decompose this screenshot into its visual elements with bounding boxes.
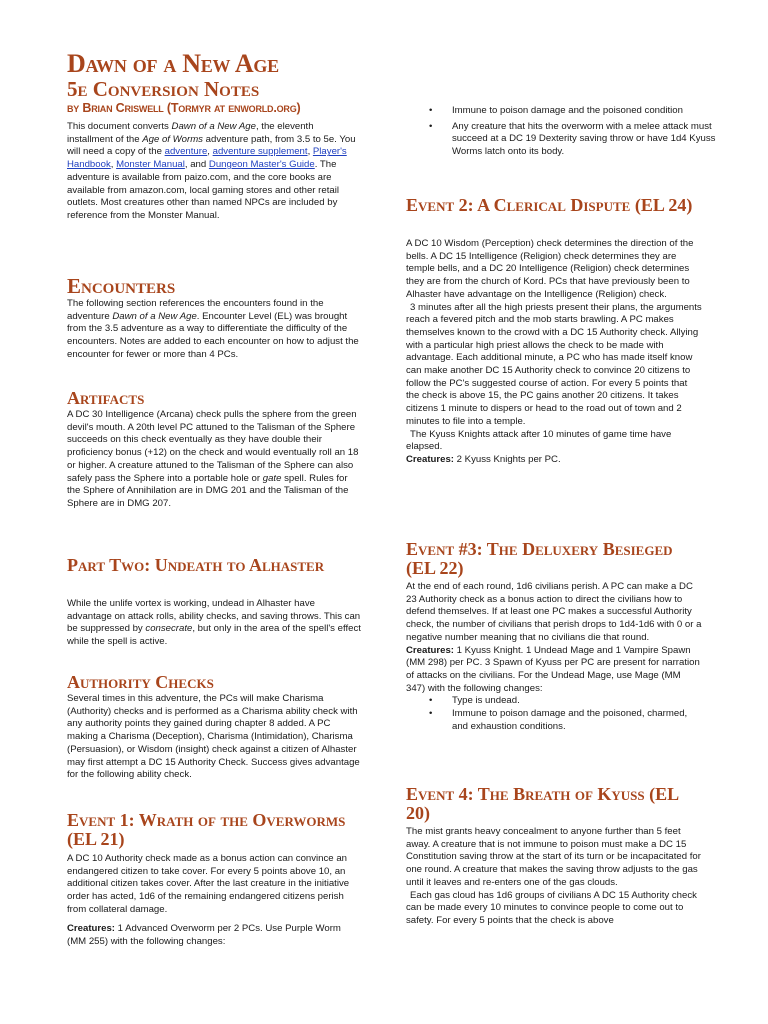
link-dungeon-masters-guide[interactable]: Dungeon Master's Guide [208,159,315,171]
document-author: by Brian Criswell (Tormyr at enworld.org) [67,101,301,115]
heading-authority-checks: Authority Checks [67,672,214,692]
artifacts-paragraph: A DC 30 Intelligence (Arcana) check pulls the sphere from the green devil's mouth. A 20th level PC attuned to the Talisman of the Sphere succeeds on this check eventually as they have double their proficiency bonus (+12) on the check and would eventually roll an 18 or higher. A creature attuned to the Talisman of the Sphere can also safely pass the Sphere into a portable hole or gate spell. Rules for the Sphere of Annihilation are in DMG 201 and the Talisman of the Sphere are in DMG 207. [67,409,359,509]
link-adventure[interactable]: adventure [164,146,208,158]
encounters-paragraph: The following section references the encounters found in the adventure Dawn of a New Age. Encounter Level (EL) was brought from the 3.5 adventure as a way to differentiate the difficulty of the encounters. Notes are added to each encounter on how to adjust the encounter for fewer or more than 4 PCs. [67,298,359,360]
part-two-paragraph: While the unlife vortex is working, undead in Alhaster have advantage on attack rolls, ability checks, and saving throws. This can be suppressed by consecrate, but only in the area of the spell's effect while the spell is active. [67,598,361,648]
event-4-body [406,826,702,928]
heading-artifacts: Artifacts [67,388,145,408]
authority-paragraph: Several times in this adventure, the PCs will make Charisma (Authority) checks and is performed as a Charisma ability check with any authority points they gained during chapter 8 added. A PC making a Charisma (Deception), Charisma (Intimidation), Charisma (Persuasion), or Wisdom (insight) check against a citizen of Alhaster may first attempt a DC 15 Authority Check. Success gives advantage for the following ability check. [67,693,360,781]
event-3-paragraph-1: At the end of each round, 1d6 civilians perish. A PC can make a DC 23 Authority check as a bonus action to direct the civilians how to defend themselves. If at least one PC makes a successful Authority check, the number of civilians that perish drops to 1d4-1d6 with 0 or a negative number meaning that no civilians die that round. [406,581,702,643]
event-1-paragraph: A DC 10 Authority check made as a bonus action can convince an endangered citizen to take cover. For every 5 points above 10, an additional citizen takes cover. After the last creature in the initiative order has acted, 1d6 of the remaining endangered citizens perish from collateral damage. [67,853,350,915]
event-4-paragraph-2: Each gas cloud has 1d6 groups of civilians A DC 15 Authority check can be made every 10 minutes to convince people to come out to safety. For every 5 points that the check is above [406,889,697,926]
heading-event-3: Event #3: The Deluxery Besieged (EL 22) [406,539,673,578]
link-players-handbook[interactable]: Player's Handbook [67,146,347,171]
list-item: • Immune to poison damage and the poisoned, charmed, and exhaustion conditions. [452,708,702,733]
document-subtitle: 5e Conversion Notes [67,77,260,101]
link-adventure-supplement[interactable]: adventure supplement [212,146,308,158]
list-item: • Immune to poison damage and the poisoned condition [452,105,748,118]
link-monster-manual[interactable]: Monster Manual [116,159,185,171]
heading-event-1: Event 1: Wrath of the Overworms (EL 21) [67,810,346,849]
document-title: Dawn of a New Age [67,49,279,78]
heading-event-2: Event 2: A Clerical Dispute (EL 24) [406,195,693,215]
event-4-paragraph-1: The mist grants heavy concealment to anyone further than 5 feet away. A creature that is not immune to poison must make a DC 15 Constitution saving throw at the start of its turn or be incapacitated for one round. A creature that makes the saving throw adjusts to the gas until it leaves and re-enters one of the gas clouds. [406,826,701,888]
event-3-body [406,581,702,733]
event-2-paragraph-1: A DC 10 Wisdom (Perception) check determines the direction of the bells. A DC 15 Intelligence (Religion) check determines they are temple bells, and a DC 20 Intelligence (Religion) check determines they are from the church of Kord. PCs that have previously been to Alhaster have advantage on the Intelligence (Religion) check. [406,238,694,300]
event-2-creatures: Creatures: 2 Kyuss Knights per PC. [406,453,561,465]
event-2-paragraph-2: 3 minutes after all the high priests present their plans, the arguments reach a fevered pitch and the mob starts brawling. A PC makes themselves known to the crowd with a DC 15 Authority check. Allying with a particular high priest allows the check to be made with advantage. Each additional minute, a PC who has made itself know can make another DC 15 Authority check to convince 20 citizens to follow the PC's suggested course of action. For every 5 points that the check is above 15, the PC gains another 20 citizens. It takes citizens 1 minute to dispers or head to the road out of town and 2 minutes to file into a temple. [406,301,702,427]
event-2-body [406,238,702,467]
list-item: • Any creature that hits the overworm with a melee attack must succeed at a DC 19 Dexterity saving throw or have 1d4 Kyuss Worms latch onto its body. [452,121,748,159]
heading-encounters: Encounters [67,274,176,298]
event-3-bullet-list [406,695,702,733]
list-item: • Type is undead. [452,695,702,708]
event-2-paragraph-3: The Kyuss Knights attack after 10 minutes of game time have elapsed. [406,428,672,453]
heading-part-two: Part Two: Undeath to Alhaster [67,555,325,575]
event-1-creatures: Creatures: 1 Advanced Overworm per 2 PCs. Use Purple Worm (MM 255) with the following changes: [67,923,341,947]
heading-event-4: Event 4: The Breath of Kyuss (EL 20) [406,784,679,823]
event-3-creatures: Creatures: 1 Kyuss Knight. 1 Undead Mage and 1 Vampire Spawn (MM 298) per PC. 3 Spawn of Kyuss per PC are present for narration of attacks on the civilians. For the Undead Mage, use Mage (MM 347) with the following changes: [406,644,700,694]
event-1-bullet-list [406,105,748,159]
intro-paragraph: This document converts Dawn of a New Age, the eleventh installment of the Age of Worms adventure path, from 3.5 to 5e. You will need a copy of the adventure, adventure supplement, Player's Handbook, Monster Manual, and Dungeon Master's Guide. The adventure is available from paizo.com, and the core books are available from amazon.com, local gaming stores and other retail outlets. Most creatures other than named NPCs are included by reference from the Monster Manual. [67,121,356,221]
